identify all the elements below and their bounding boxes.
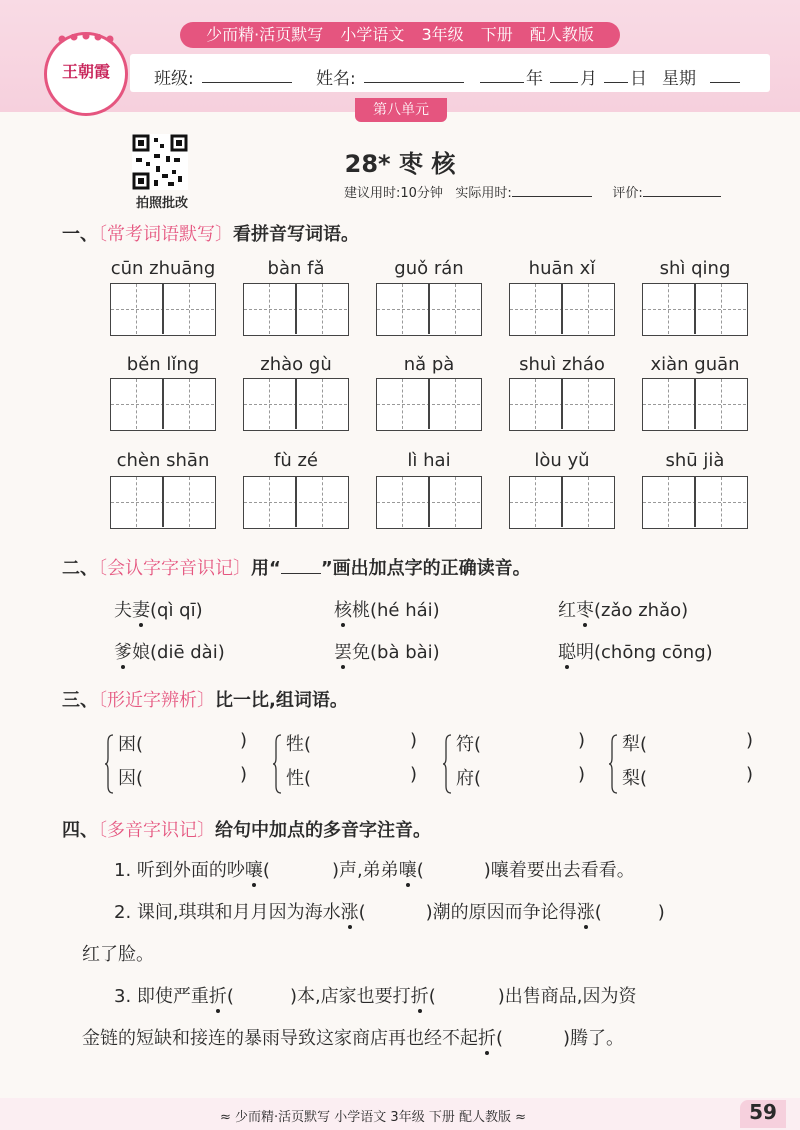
writing-box[interactable]: [642, 476, 748, 529]
word-answer-blank[interactable]: [654, 764, 742, 788]
section-number: 二、: [62, 558, 98, 579]
page-footer: [0, 1098, 800, 1130]
dotted-char: 罢: [334, 642, 352, 663]
underline-sample: [281, 559, 321, 574]
pinyin-label: cūn zhuāng: [110, 258, 216, 279]
term-label: 下册: [480, 25, 513, 44]
section-tag: 〔常考词语默写〕: [98, 224, 233, 245]
section-4-heading: [62, 816, 431, 842]
writing-box[interactable]: [110, 378, 216, 431]
closing-paren: ): [746, 730, 754, 751]
pinyin-label: shū jià: [665, 450, 725, 471]
brand-logo: [44, 32, 128, 116]
section-instruction: 比一比,组词语。: [215, 690, 348, 711]
week-blank[interactable]: [710, 82, 740, 83]
closing-paren: ): [746, 764, 754, 785]
text: )本,店家也要打: [289, 986, 411, 1007]
text: 夫: [114, 600, 132, 621]
reading-item[interactable]: [334, 596, 440, 622]
writing-box[interactable]: [110, 476, 216, 529]
text: (zǎo zhǎo): [594, 600, 689, 621]
pinyin-label: běn lǐng: [126, 354, 200, 375]
dotted-char: 涨: [340, 902, 359, 923]
page-number: 59: [740, 1100, 786, 1128]
sentence-3-cont: [82, 1024, 624, 1050]
edition-label: 配人教版: [529, 25, 594, 44]
text: )声,弟弟: [331, 860, 399, 881]
year-label: 年: [526, 69, 543, 89]
sentence-1: [114, 856, 635, 882]
char-compare-item: 犁(: [622, 734, 648, 755]
text: 免(bà bài): [352, 642, 440, 663]
dotted-char: 折: [208, 986, 227, 1007]
writing-box[interactable]: [642, 283, 748, 336]
writing-box[interactable]: [243, 378, 349, 431]
writing-box[interactable]: [509, 283, 615, 336]
writing-box[interactable]: [110, 283, 216, 336]
reading-item[interactable]: [558, 596, 688, 622]
text: (qì qī): [150, 600, 203, 621]
pinyin-label: shì qing: [659, 258, 731, 279]
name-label: 姓名:: [316, 69, 356, 89]
week-label: 星期: [662, 69, 696, 89]
rating-label: 评价:: [612, 186, 643, 201]
writing-box[interactable]: [243, 283, 349, 336]
pinyin-label: fù zé: [274, 450, 318, 471]
writing-box[interactable]: [243, 476, 349, 529]
writing-box[interactable]: [642, 378, 748, 431]
day-blank[interactable]: [604, 82, 628, 83]
text: (: [594, 902, 602, 923]
word-answer-blank[interactable]: [318, 730, 406, 754]
month-label: 月: [580, 69, 597, 89]
text: )嚷着要出去看看。: [483, 860, 635, 881]
student-info-bar: [130, 54, 770, 92]
section-number: 三、: [62, 690, 98, 711]
word-answer-blank[interactable]: [488, 764, 574, 788]
word-answer-blank[interactable]: [654, 730, 742, 754]
pinyin-label: lòu yǔ: [534, 450, 590, 471]
section-instruction-a: 用“: [251, 558, 281, 579]
dotted-char: 折: [478, 1028, 496, 1049]
closing-paren: ): [240, 764, 248, 785]
dotted-char: 嚷: [244, 860, 263, 881]
char-compare-item: 符(: [456, 734, 482, 755]
text: )腾了。: [563, 1028, 625, 1049]
series-title-bar: [180, 22, 620, 48]
char-compare-item: 因(: [118, 768, 144, 789]
text: (: [496, 1028, 504, 1049]
section-instruction-b: ”画出加点字的正确读音。: [320, 558, 531, 579]
section-number: 一、: [62, 224, 98, 245]
text: 明(chōng cōng): [576, 642, 713, 663]
dotted-char: 枣: [576, 600, 594, 621]
grade-label: 3年级: [421, 25, 464, 44]
char-compare-item: 困(: [118, 734, 144, 755]
char-compare-item: 性(: [286, 768, 312, 789]
text: 红: [558, 600, 576, 621]
section-number: 四、: [62, 820, 98, 841]
pinyin-label: lì hai: [407, 450, 451, 471]
text: 桃(hé hái): [352, 600, 440, 621]
left-brace-icon: [608, 734, 618, 794]
class-blank[interactable]: [202, 82, 292, 83]
section-instruction: 给句中加点的多音字注音。: [215, 820, 431, 841]
pinyin-label: shuì zháo: [519, 354, 605, 375]
lesson-meta: [344, 182, 721, 201]
dotted-char: 爹: [114, 642, 132, 663]
pinyin-label: guǒ rán: [394, 258, 464, 279]
unit-tab: 第八单元: [355, 98, 447, 122]
section-1-heading: [62, 220, 359, 246]
text: 娘(diē dài): [132, 642, 225, 663]
text: (: [226, 986, 234, 1007]
pinyin-label: huān xǐ: [528, 258, 596, 279]
dotted-char: 折: [410, 986, 429, 1007]
section-tag: 〔形近字辨析〕: [98, 690, 215, 711]
reading-item[interactable]: [334, 638, 440, 664]
reading-item[interactable]: [114, 638, 225, 664]
word-answer-blank[interactable]: [150, 730, 236, 754]
sentence-2: [114, 898, 665, 924]
section-3-heading: [62, 686, 348, 712]
section-instruction: 看拼音写词语。: [233, 224, 359, 245]
char-compare-item: 梨(: [622, 768, 648, 789]
word-answer-blank[interactable]: [150, 764, 236, 788]
text: (: [428, 986, 436, 1007]
closing-paren: ): [410, 764, 418, 785]
text: )潮的原因而争论得: [425, 902, 577, 923]
series-name: 少而精·活页默写: [206, 25, 324, 44]
text: (: [262, 860, 270, 881]
actual-time-label: 实际用时:: [455, 186, 512, 201]
text: 2. 课间,琪琪和月月因为海水: [114, 902, 341, 923]
text: ): [657, 902, 665, 923]
writing-box[interactable]: [376, 476, 482, 529]
closing-paren: ): [240, 730, 248, 751]
class-label: 班级:: [154, 69, 194, 89]
left-brace-icon: [104, 734, 114, 794]
text: (: [358, 902, 366, 923]
word-answer-blank[interactable]: [318, 764, 406, 788]
suggested-time: 建议用时:10分钟: [344, 186, 443, 201]
pinyin-label: nǎ pà: [403, 354, 455, 375]
month-blank[interactable]: [550, 82, 578, 83]
text: (: [416, 860, 424, 881]
text: 1. 听到外面的吵: [114, 860, 245, 881]
closing-paren: ): [578, 764, 586, 785]
dotted-char: 核: [334, 600, 352, 621]
qr-label: 拍照批改: [135, 196, 188, 211]
writing-box[interactable]: [376, 283, 482, 336]
writing-box[interactable]: [509, 476, 615, 529]
closing-paren: ): [410, 730, 418, 751]
char-compare-item: 牲(: [286, 734, 312, 755]
pinyin-label: chèn shān: [116, 450, 210, 471]
name-blank[interactable]: [364, 82, 464, 83]
writing-box[interactable]: [509, 378, 615, 431]
rating-blank[interactable]: [643, 184, 721, 197]
subject-name: 小学语文: [340, 25, 405, 44]
dotted-char: 聪: [558, 642, 576, 663]
word-answer-blank[interactable]: [488, 730, 574, 754]
text: 金链的短缺和接连的暴雨导致这家商店再也经不起: [82, 1028, 478, 1049]
sentence-2-cont: 红了脸。: [82, 944, 154, 965]
closing-paren: ): [578, 730, 586, 751]
section-tag: 〔多音字识记〕: [98, 820, 215, 841]
actual-time-blank[interactable]: [512, 184, 592, 197]
logo-text: 王朝霞: [61, 62, 110, 81]
dotted-char: 妻: [132, 600, 150, 621]
dotted-char: 涨: [576, 902, 595, 923]
pinyin-label: xiàn guān: [650, 354, 740, 375]
reading-item[interactable]: [114, 596, 203, 622]
lesson-title: 28* 枣 核: [344, 150, 456, 178]
text: 3. 即使严重: [114, 986, 209, 1007]
pinyin-label: zhào gù: [260, 354, 332, 375]
footer-text: ≈ 少而精·活页默写 小学语文 3年级 下册 配人教版 ≈: [220, 1110, 526, 1125]
left-brace-icon: [442, 734, 452, 794]
pinyin-label: bàn fǎ: [267, 258, 325, 279]
text: )出售商品,因为资: [497, 986, 637, 1007]
sentence-3: [114, 982, 636, 1008]
dotted-char: 嚷: [398, 860, 417, 881]
crown-icon: [56, 34, 116, 44]
reading-item[interactable]: [558, 638, 713, 664]
day-label: 日: [630, 69, 647, 89]
section-2-heading: [62, 554, 531, 580]
writing-box[interactable]: [376, 378, 482, 431]
section-tag: 〔会认字字音识记〕: [98, 558, 251, 579]
char-compare-item: 府(: [456, 768, 482, 789]
year-blank[interactable]: [480, 82, 524, 83]
left-brace-icon: [272, 734, 282, 794]
